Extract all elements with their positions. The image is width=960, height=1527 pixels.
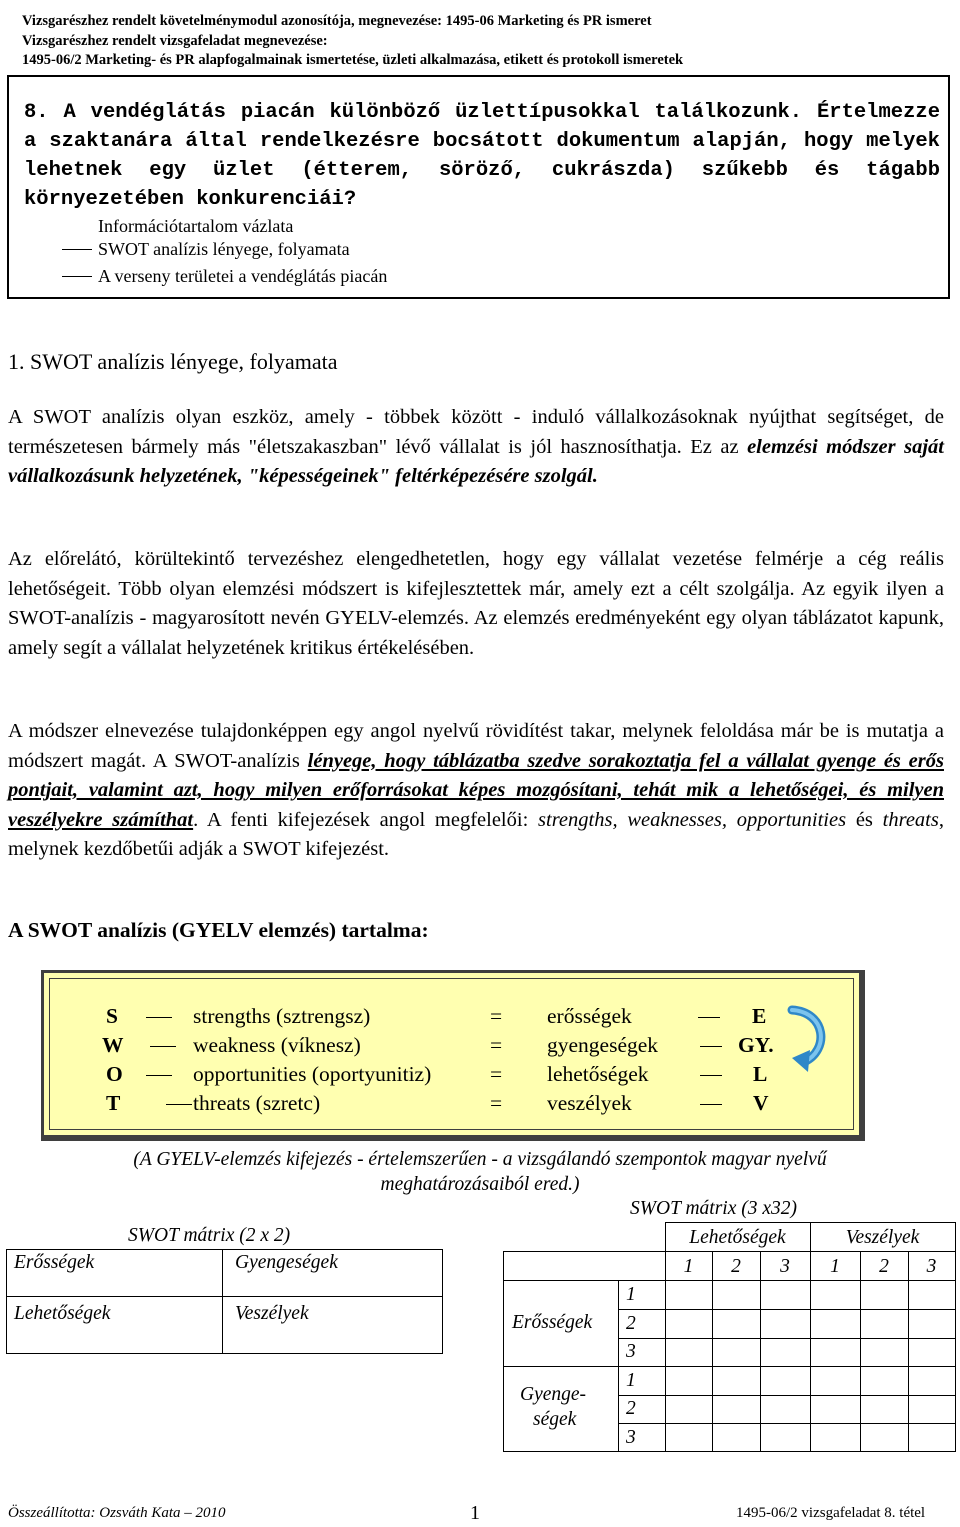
matrix-col-group: Veszélyek — [845, 1227, 920, 1248]
paragraph-1-emphasis: elemzési módszer saját vállalkozásunk helyzetének, "képességeinek" feltérképezésére szolgál. — [8, 435, 944, 487]
swot-letter: O — [106, 1062, 123, 1086]
outline-item-1-label: SWOT analízis lényege, folyamata — [98, 239, 350, 259]
swot-note: (A GYELV-elemzés kifejezés - értelemszerűen - a vizsgálandó szempontok magyar nyelvű meghatározásaiból ered.) — [133, 1149, 827, 1195]
dash-icon — [62, 249, 92, 250]
paragraph-1 — [8, 403, 944, 492]
matrix-row-group: Erősségek — [512, 1312, 593, 1333]
swot-letter: T — [106, 1091, 121, 1115]
paragraph-3 — [8, 717, 944, 865]
matrix-col-number: 2 — [731, 1256, 741, 1277]
swot-english: weakness (víknesz) — [193, 1033, 361, 1057]
swot-hungarian: lehetőségek — [547, 1062, 649, 1086]
swot-hungarian: veszélyek — [547, 1091, 632, 1115]
matrix-col-group: Lehetőségek — [689, 1227, 786, 1248]
task-question: 8. A vendéglátás piacán különböző üzlettípusokkal találkozunk. Értelmezze a szaktanára által rendelkezésre bocsátott dokumentum alapján, hogy melyek lehetnek egy üzlet (étterem, söröző, cukrászda) szűkebb és tágabb környezetében konkurenciái? — [24, 101, 940, 211]
paragraph-3-end: , melynek kezdőbetűi adják a SWOT kifejezést. — [8, 808, 944, 860]
matrix-cell: Lehetőségek — [14, 1303, 111, 1324]
swot-equals: = — [490, 1004, 503, 1028]
header-line-2: Vizsgarészhez rendelt vizsgafeladat megnevezése: — [22, 33, 328, 49]
matrix-col-number: 1 — [683, 1256, 694, 1277]
swot-equals: = — [490, 1062, 503, 1086]
matrix-col-number: 2 — [879, 1256, 889, 1277]
paragraph-3-text-2: . A fenti kifejezések angol megfelelői: — [193, 808, 539, 831]
matrix-row-group: ségek — [533, 1409, 577, 1430]
swot-hu-letter: V — [753, 1091, 769, 1115]
matrix-col-number: 3 — [780, 1256, 790, 1277]
outline-item-2-label: A verseny területei a vendéglátás piacán — [98, 266, 388, 286]
matrix-large-title: SWOT mátrix (3 x32) — [630, 1198, 797, 1219]
matrix-row-number: 3 — [626, 1341, 636, 1362]
matrix-row-group: Gyenge- — [520, 1384, 587, 1405]
matrix-cell: Gyengeségek — [235, 1252, 338, 1273]
footer-reference: 1495-06/2 vizsgafeladat 8. tétel — [736, 1505, 926, 1521]
outline-title: Információtartalom vázlata — [98, 216, 294, 236]
swot-hungarian: gyengeségek — [547, 1033, 659, 1057]
matrix-row-number: 1 — [626, 1284, 636, 1305]
swot-english: threats (szretc) — [193, 1091, 321, 1115]
paragraph-3-threats: threats — [882, 808, 939, 831]
matrix-cell: Erősségek — [14, 1252, 95, 1273]
swot-hu-letter: GY. — [738, 1033, 774, 1057]
matrix-col-number: 3 — [926, 1256, 937, 1277]
paragraph-1-text: A SWOT analízis olyan eszköz, amely - többek között - induló vállalkozásoknak nyújthat segítséget, de természetesen bármely más "életszakaszban" lévő vállalat is jól hasznosíthatja. Ez az — [8, 406, 944, 458]
swot-equals: = — [490, 1091, 503, 1115]
swot-letter: W — [102, 1033, 124, 1057]
paragraph-3-and: és — [846, 808, 883, 831]
paragraph-3-emphasis: lényege, hogy táblázatba szedve sorakoztatja fel a vállalat gyenge és erős pontjait, valamint azt, hogy milyen erőforrásokat képes mozgósítani, tehát mik a lehetőségei, és milyen veszélyekre számíthat — [8, 749, 944, 831]
matrix-cell: Veszélyek — [235, 1303, 309, 1324]
swot-letter: S — [106, 1004, 118, 1028]
swot-hu-letter: E — [752, 1004, 767, 1028]
swot-heading: A SWOT analízis (GYELV elemzés) tartalma: — [8, 918, 429, 942]
matrix-row-number: 3 — [626, 1427, 636, 1448]
swot-hu-letter: L — [753, 1062, 768, 1086]
matrix-row-number: 1 — [626, 1370, 636, 1391]
outline-item-1 — [62, 235, 350, 263]
paragraph-3-terms: strengths, weaknesses, opportunities — [538, 808, 847, 831]
dash-icon — [62, 276, 92, 277]
swot-english: opportunities (oportyunitiz) — [193, 1062, 432, 1086]
paragraph-2: Az előrelátó, körültekintő tervezéshez elengedhetetlen, hogy egy vállalat vezetése felmérje a cég reális lehetőségeit. Több olyan elemzési módszert is kifejlesztettek már, amely ezt a célt szolgálja. Az egyik ilyen a SWOT-analízis - magyarosított nevén GYELV-elemzés. Az elemzés eredményeként egy olyan táblázatot kapunk, amely segít a vállalat helyzetének kritikus értékelésében. — [8, 548, 944, 659]
outline-item-2 — [62, 262, 387, 290]
matrix-row-number: 2 — [626, 1398, 636, 1419]
header-line-1: Vizsgarészhez rendelt követelménymodul azonosítója, megnevezése: 1495-06 Marketing és PR ismeret — [22, 13, 652, 29]
curved-arrow-icon — [786, 1002, 836, 1082]
matrix-col-number: 1 — [830, 1256, 840, 1277]
paragraph-3-text: A módszer elnevezése tulajdonképpen egy angol nyelvű rövidítést takar, melynek feloldása már be is mutatja a módszert magát. A SWOT-analízis — [8, 720, 944, 772]
swot-hungarian: erősségek — [547, 1004, 632, 1028]
header-line-3: 1495-06/2 Marketing- és PR alapfogalmainak ismertetése, üzleti alkalmazása, etikett és protokoll ismeretek — [22, 52, 684, 68]
swot-english: strengths (sztrengsz) — [193, 1004, 371, 1028]
footer-author: Összeállította: Ozsváth Kata – 2010 — [8, 1505, 226, 1521]
matrix-small-title: SWOT mátrix (2 x 2) — [128, 1225, 291, 1246]
swot-equals: = — [490, 1033, 503, 1057]
page-number: 1 — [470, 1502, 480, 1524]
matrix-row-number: 2 — [626, 1313, 636, 1334]
section-title: 1. SWOT analízis lényege, folyamata — [8, 349, 338, 374]
